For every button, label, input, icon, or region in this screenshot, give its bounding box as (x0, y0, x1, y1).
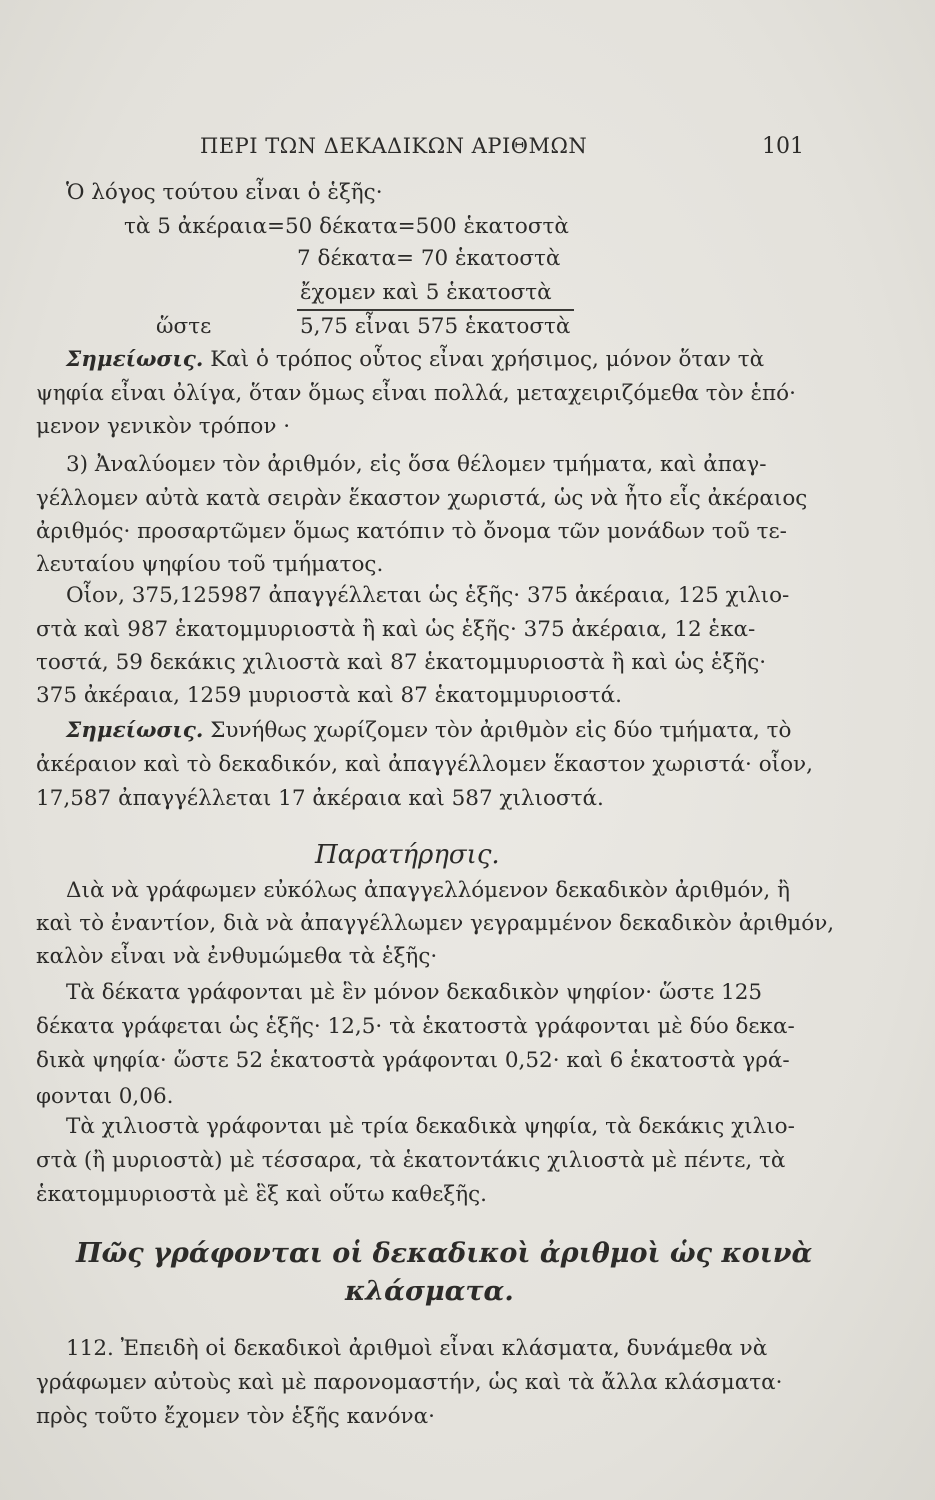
example-row: τὰ 5 ἀκέραια=50 δέκατα=500 ἑκατοστὰ (124, 214, 569, 239)
example-row-label: ὥστε (156, 314, 212, 339)
example2-line: 375 ἀκέραια, 1259 μυριοστὰ καὶ 87 ἑκατομμυριοστά. (36, 683, 622, 708)
section-line: πρὸς τοῦτο ἔχομεν τὸν ἑξῆς κανόνα· (36, 1404, 435, 1429)
section-line: 112. Ἐπειδὴ οἱ δεκαδικοὶ ἀριθμοὶ εἶναι κλάσματα, δυνάμεθα νὰ (66, 1336, 768, 1361)
method-line: 3) Ἀναλύομεν τὸν ἀριθμόν, εἰς ὅσα θέλομεν τμήματα, καὶ ἀπαγ- (66, 452, 767, 477)
remark-line: Τὰ χιλιοστὰ γράφονται μὲ τρία δεκαδικὰ ψηφία, τὰ δεκάκις χιλιο- (66, 1114, 795, 1139)
example-row: 5,75 εἶναι 575 ἑκατοστὰ (300, 314, 571, 339)
example2-line: τοστά, 59 δεκάκις χιλιοστὰ καὶ 87 ἑκατομμυριοστὰ ἢ καὶ ὡς ἑξῆς· (36, 650, 767, 675)
note-text: Συνήθως χωρίζομεν τὸν ἀριθμὸν εἰς δύο τμήματα, τὸ (203, 718, 792, 743)
example-intro: Ὁ λόγος τούτου εἶναι ὁ ἑξῆς· (66, 180, 383, 205)
example-row: ἔχομεν καὶ 5 ἑκατοστὰ (300, 280, 552, 305)
page-header (0, 128, 935, 168)
section-heading-line-2: κλάσματα. (345, 1276, 514, 1307)
page-number: 101 (762, 134, 804, 159)
note-label: Σημείωσις. (66, 347, 204, 372)
remark-line: στὰ (ἢ μυριοστὰ) μὲ τέσσαρα, τὰ ἑκατοντάκις χιλιοστὰ μὲ πέντε, τὰ (36, 1148, 786, 1173)
example-row: 7 δέκατα= 70 ἑκατοστὰ (297, 246, 561, 271)
method-line: ἀριθμός· προσαρτῶμεν ὅμως κατόπιν τὸ ὄνομα τῶν μονάδων τοῦ τε- (36, 519, 787, 544)
method-line: γέλλομεν αὐτὰ κατὰ σειρὰν ἕκαστον χωριστά, ὡς νὰ ἦτο εἷς ἀκέραιος (36, 486, 808, 511)
note-text: Καὶ ὁ τρόπος οὗτος εἶναι χρήσιμος, μόνον ὅταν τὰ (203, 347, 765, 372)
running-head: ΠΕΡΙ ΤΩΝ ΔΕΚΑΔΙΚΩΝ ΑΡΙΘΜΩΝ (200, 134, 588, 158)
remark-line: Διὰ νὰ γράφωμεν εὐκόλως ἀπαγγελλόμενον δεκαδικὸν ἀριθμόν, ἢ (66, 878, 790, 903)
note-line: μενον γενικὸν τρόπον · (36, 414, 291, 439)
remark-line: δέκατα γράφεται ὡς ἑξῆς· 12,5· τὰ ἑκατοστὰ γράφονται μὲ δύο δεκα- (36, 1014, 795, 1039)
note-line: ψηφία εἶναι ὀλίγα, ὅταν ὅμως εἶναι πολλά, μεταχειριζόμεθα τὸν ἑπό· (36, 381, 796, 406)
example2-line: Οἷον, 375,125987 ἀπαγγέλλεται ὡς ἑξῆς· 375 ἀκέραια, 125 χιλιο- (66, 583, 790, 608)
note-line: 17,587 ἀπαγγέλλεται 17 ἀκέραια καὶ 587 χιλιοστά. (36, 786, 604, 811)
remark-line: καλὸν εἶναι νὰ ἐνθυμώμεθα τὰ ἑξῆς· (36, 944, 438, 969)
remark-line: φονται 0,06. (36, 1084, 174, 1109)
example2-line: στὰ καὶ 987 ἑκατομμυριοστὰ ἢ καὶ ὡς ἑξῆς· 375 ἀκέραια, 12 ἑκα- (36, 617, 756, 642)
remark-line: ἑκατομμυριοστὰ μὲ ἓξ καὶ οὕτω καθεξῆς. (36, 1182, 487, 1207)
remark-line: δικὰ ψηφία· ὥστε 52 ἑκατοστὰ γράφονται 0,52· καὶ 6 ἑκατοστὰ γρά- (36, 1048, 790, 1073)
note-line (66, 347, 764, 372)
method-line: λευταίου ψηφίου τοῦ τμήματος. (36, 552, 384, 577)
section-line: γράφωμεν αὐτοὺς καὶ μὲ παρονομαστήν, ὡς καὶ τὰ ἄλλα κλάσματα· (36, 1370, 783, 1395)
section-heading-line-1: Πῶς γράφονται οἱ δεκαδικοὶ ἀριθμοὶ ὡς κοινὰ (76, 1238, 813, 1269)
note-line (66, 718, 792, 743)
note-label: Σημείωσις. (66, 718, 204, 743)
remark-line: καὶ τὸ ἐναντίον, διὰ νὰ ἀπαγγέλλωμεν γεγραμμένον δεκαδικὸν ἀριθμόν, (36, 911, 835, 936)
remark-heading: Παρατήρησις. (315, 840, 500, 870)
sum-rule (297, 309, 574, 311)
remark-line: Τὰ δέκατα γράφονται μὲ ἓν μόνον δεκαδικὸν ψηφίον· ὥστε 125 (66, 980, 763, 1005)
note-line: ἀκέραιον καὶ τὸ δεκαδικόν, καὶ ἀπαγγέλλομεν ἕκαστον χωριστά· οἷον, (36, 752, 813, 777)
